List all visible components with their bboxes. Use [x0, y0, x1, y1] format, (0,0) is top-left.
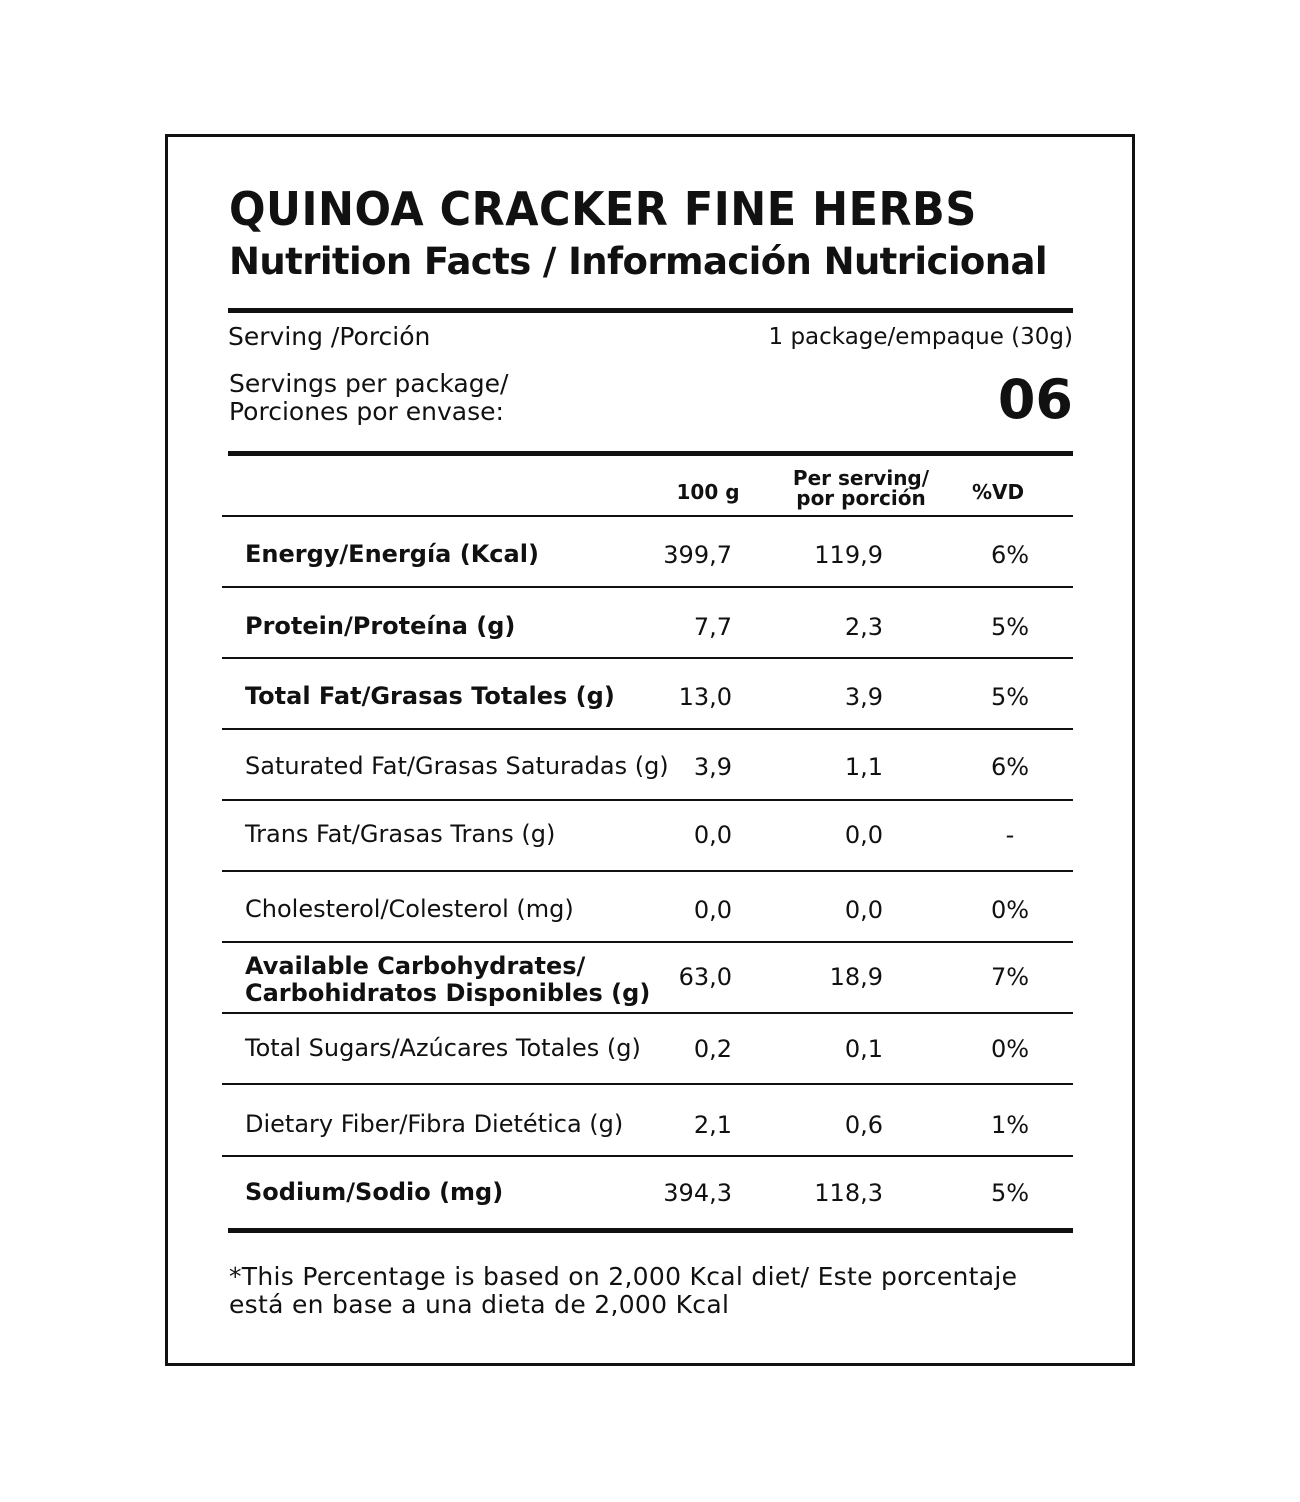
- serving-label: Serving /Porción: [228, 322, 431, 351]
- row-label-total-sugars: Total Sugars/Azúcares Totales (g): [245, 1034, 641, 1062]
- row-divider: [222, 1155, 1073, 1157]
- value-serving-sodium: 118,3: [814, 1179, 883, 1207]
- row-label-total-fat: Total Fat/Grasas Totales (g): [245, 682, 615, 710]
- value-100g-cholesterol: 0,0: [693, 896, 732, 924]
- row-label-cholesterol: Cholesterol/Colesterol (mg): [245, 895, 574, 923]
- value-serving-total-sugars: 0,1: [844, 1035, 883, 1063]
- row-divider: [222, 941, 1073, 943]
- row-label-carbohydrates-line1: Available Carbohydrates/: [245, 952, 586, 980]
- value-serving-carbohydrates: 18,9: [829, 963, 883, 991]
- value-dv-dietary-fiber: 1%: [990, 1111, 1030, 1139]
- row-divider: [222, 657, 1073, 659]
- row-label-saturated-fat: Saturated Fat/Grasas Saturadas (g): [245, 752, 669, 780]
- servings-per-package-label: [229, 370, 649, 426]
- value-dv-carbohydrates: 7%: [990, 963, 1030, 991]
- row-divider: [222, 515, 1073, 517]
- column-header-dv: %VD: [971, 480, 1025, 504]
- row-divider: [222, 1083, 1073, 1085]
- divider-top: [228, 308, 1073, 313]
- value-dv-cholesterol: 0%: [990, 896, 1030, 924]
- row-label-energy: Energy/Energía (Kcal): [245, 540, 539, 568]
- row-divider: [222, 728, 1073, 730]
- value-dv-total-fat: 5%: [990, 683, 1030, 711]
- row-divider: [222, 586, 1073, 588]
- servings-per-package-label-line2: Porciones por envase:: [229, 397, 504, 426]
- value-100g-saturated-fat: 3,9: [693, 753, 732, 781]
- column-header-per-serving-line1: Per serving/: [792, 466, 930, 490]
- value-dv-total-sugars: 0%: [990, 1035, 1030, 1063]
- value-100g-carbohydrates: 63,0: [678, 963, 732, 991]
- column-header-100g: 100 g: [676, 480, 740, 504]
- value-100g-dietary-fiber: 2,1: [693, 1111, 732, 1139]
- row-label-carbohydrates: [245, 953, 650, 1007]
- row-label-protein: Protein/Proteína (g): [245, 612, 516, 640]
- value-serving-total-fat: 3,9: [844, 683, 883, 711]
- value-100g-energy: 399,7: [663, 541, 732, 569]
- product-title: QUINOA CRACKER FINE HERBS: [229, 183, 977, 237]
- value-serving-saturated-fat: 1,1: [844, 753, 883, 781]
- value-serving-cholesterol: 0,0: [844, 896, 883, 924]
- value-serving-protein: 2,3: [844, 613, 883, 641]
- value-dv-protein: 5%: [990, 613, 1030, 641]
- column-header-per-serving: [786, 468, 936, 508]
- divider-bottom: [228, 1228, 1073, 1233]
- servings-per-package-value: 06: [997, 368, 1073, 431]
- value-dv-saturated-fat: 6%: [990, 753, 1030, 781]
- footnote-line2: está en base a una dieta de 2,000 Kcal: [229, 1290, 730, 1319]
- row-label-dietary-fiber: Dietary Fiber/Fibra Dietética (g): [245, 1110, 624, 1138]
- row-divider: [222, 1012, 1073, 1014]
- value-serving-trans-fat: 0,0: [844, 821, 883, 849]
- row-label-sodium: Sodium/Sodio (mg): [245, 1178, 504, 1206]
- row-divider: [222, 870, 1073, 872]
- column-header-per-serving-line2: por porción: [796, 486, 926, 510]
- value-100g-trans-fat: 0,0: [693, 821, 732, 849]
- row-label-trans-fat: Trans Fat/Grasas Trans (g): [245, 820, 556, 848]
- value-serving-dietary-fiber: 0,6: [844, 1111, 883, 1139]
- footnote: [229, 1263, 1017, 1319]
- value-100g-protein: 7,7: [693, 613, 732, 641]
- value-100g-total-fat: 13,0: [678, 683, 732, 711]
- servings-per-package-label-line1: Servings per package/: [229, 369, 509, 398]
- divider-header: [228, 451, 1073, 456]
- value-dv-trans-fat: -: [1005, 821, 1015, 849]
- value-100g-sodium: 394,3: [663, 1179, 732, 1207]
- value-dv-sodium: 5%: [990, 1179, 1030, 1207]
- footnote-line1: *This Percentage is based on 2,000 Kcal diet/ Este porcentaje: [229, 1262, 1018, 1291]
- value-100g-total-sugars: 0,2: [693, 1035, 732, 1063]
- row-label-carbohydrates-line2: Carbohidratos Disponibles (g): [245, 979, 651, 1007]
- value-serving-energy: 119,9: [814, 541, 883, 569]
- value-dv-energy: 6%: [990, 541, 1030, 569]
- row-divider: [222, 799, 1073, 801]
- nutrition-facts-heading: Nutrition Facts / Información Nutricional: [229, 240, 1047, 283]
- serving-value: 1 package/empaque (30g): [768, 324, 1073, 350]
